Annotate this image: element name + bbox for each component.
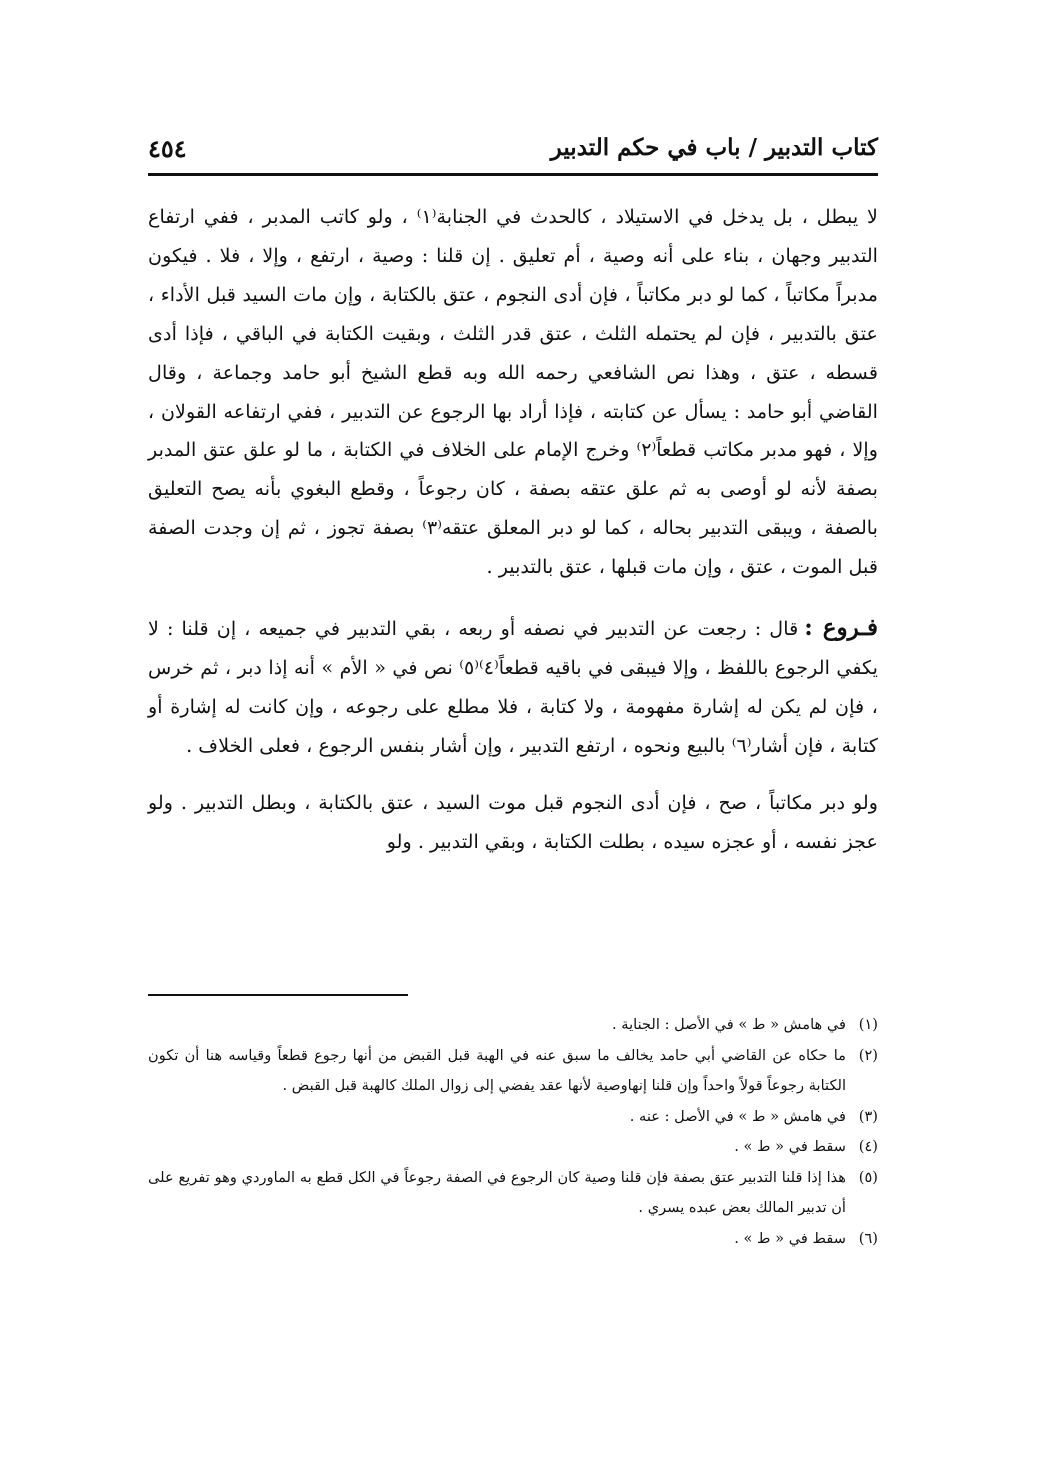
footnote-item [148, 1102, 878, 1133]
footnote-item [148, 1163, 878, 1224]
footnote-number: (٤) [858, 1138, 878, 1155]
footnote-text: في هامش « ط » في الأصل : الجناية . [612, 1016, 846, 1033]
footnote-text: سقط في « ط » . [734, 1229, 846, 1247]
book-page [148, 0, 878, 1477]
main-text [148, 198, 878, 862]
footnote-text: سقط في « ط » . [734, 1138, 846, 1155]
page-header [148, 128, 878, 172]
footnote-number: (١) [858, 1016, 878, 1033]
running-title: كتاب التدبير / باب في حكم التدبير [550, 134, 878, 161]
footnote-text: هذا إذا قلنا التدبير عتق بصفة فإن قلنا وصية كان الرجوع في الصفة رجوعاً في الكل قطع به الماوردي وهو تفريع على أن تدبير المالك بعض عبده يسري . [148, 1168, 846, 1216]
footnote-separator [148, 994, 408, 996]
footnote-text: ما حكاه عن القاضي أبي حامد يخالف ما سبق عنه في الهبة قبل القبض من أنها رجوع قطعاً وقياسه هنا أن تكون الكتابة رجوعاً قولاً واحداً وإن قلنا إنهاوصية لأنها عقد يفضي إلى زوال الملك كالهبة قبل القبض . [148, 1046, 846, 1094]
paragraph-1: لا يبطل ، بل يدخل في الاستيلاد ، كالحدث في الجنابة⁽١⁾ ، ولو كاتب المدبر ، ففي ارتفاع التدبير وجهان ، بناء على أنه وصية ، أم تعليق . إن قلنا : وصية ، ارتفع ، وإلا ، فلا . فيكون مدبراً مكاتباً ، كما لو دبر مكاتباً ، فإن أدى النجوم ، عتق بالكتابة ، وإن مات السيد قبل الأداء ، عتق بالتدبير ، فإن لم يحتمله الثلث ، عتق قدر الثلث ، وبقيت الكتابة في الباقي ، فإذا أدى قسطه ، عتق ، وهذا نص الشافعي رحمه الله وبه قطع الشيخ أبو حامد وجماعة ، وقال القاضي أبو حامد : يسأل عن كتابته ، فإذا أراد بها الرجوع عن التدبير ، ففي ارتفاعه القولان ، وإلا ، فهو مدبر مكاتب قطعاً⁽٢⁾ وخرج الإمام على الخلاف في الكتابة ، ما لو علق عتق المدبر بصفة لأنه لو أوصى به ثم علق عتقه بصفة ، كان رجوعاً ، وقطع البغوي بأنه يصح التعليق بالصفة ، ويبقى التدبير بحاله ، كما لو دبر المعلق عتقه⁽٣⁾ بصفة تجوز ، ثم إن وجدت الصفة قبل الموت ، عتق ، وإن مات قبلها ، عتق بالتدبير . [148, 205, 878, 579]
footnote-number: (٥) [858, 1168, 878, 1186]
footnote-item [148, 1041, 878, 1102]
footnote-number: (٢) [858, 1046, 878, 1064]
footnote-number: (٦) [858, 1229, 878, 1247]
paragraph-3: ولو دبر مكاتباً ، صح ، فإن أدى النجوم قبل موت السيد ، عتق بالكتابة ، وبطل التدبير . ولو عجز نفسه ، أو عجزه سيده ، بطلت الكتابة ، وبقي التدبير . ولو [148, 790, 878, 853]
paragraph-2-text: قال : رجعت عن التدبير في نصفه أو ربعه ، بقي التدبير في جميعه ، إن قلنا : لا يكفي الرجوع باللفظ ، وإلا فيبقى في باقيه قطعاً⁽٤⁾⁽٥⁾ نص في « الأم » أنه إذا دبر ، ثم خرس ، فإن لم يكن له إشارة مفهومة ، ولا كتابة ، فلا مطلع على رجوعه ، وإن كانت له إشارة أو كتابة ، فإن أشار⁽٦⁾ بالبيع ونحوه ، ارتفع التدبير ، وإن أشار بنفس الرجوع ، فعلى الخلاف . [148, 617, 878, 757]
footnote-item [148, 1224, 878, 1255]
page-number: ٤٥٤ [148, 134, 187, 163]
footnote-item [148, 1010, 878, 1041]
footnotes [148, 1010, 878, 1254]
header-rule [148, 173, 878, 176]
footnote-item [148, 1132, 878, 1163]
paragraph-2 [148, 609, 878, 766]
footnote-text: في هامش « ط » في الأصل : عنه . [629, 1107, 846, 1125]
footnote-number: (٣) [858, 1107, 878, 1125]
section-lead-word: فـروع : [804, 614, 878, 642]
